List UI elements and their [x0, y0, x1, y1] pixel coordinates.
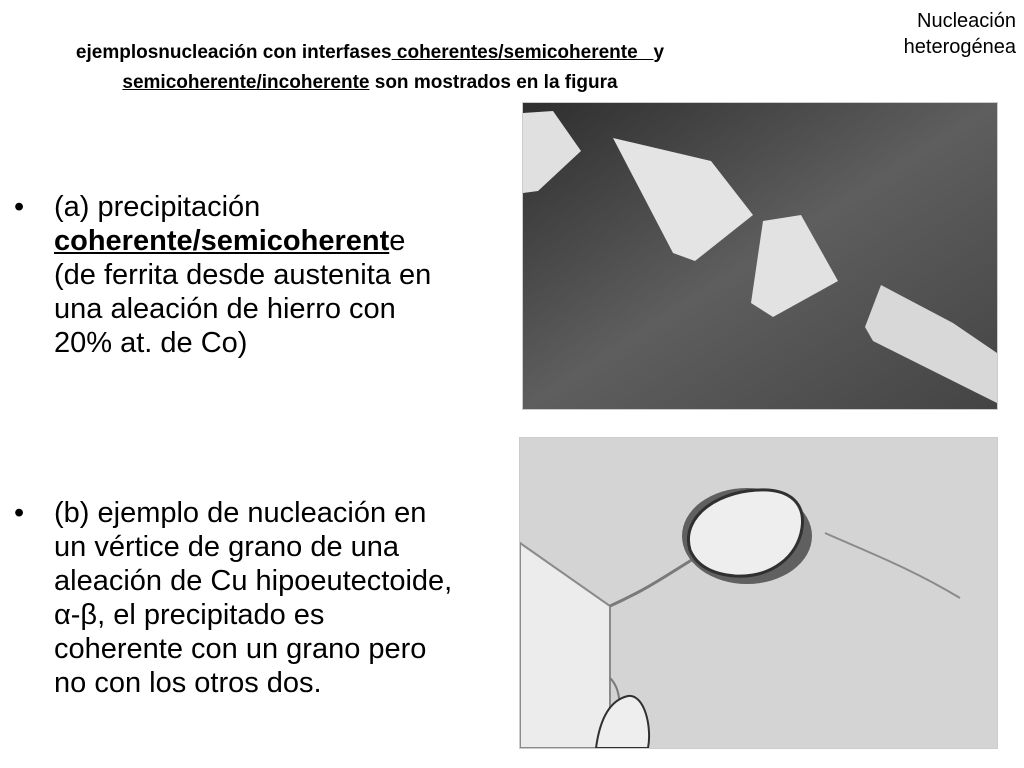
micrograph-a-image	[523, 103, 997, 409]
bullet-a	[14, 190, 454, 360]
bullet-b	[14, 496, 454, 700]
header-line1	[10, 38, 730, 68]
bullet-b-text: (b) ejemplo de nucleación en un vértice de grano de una aleación de Cu hipoeutectoide, α-β, el precipitado es coherente con un grano pero no con los otros dos.	[54, 497, 453, 699]
bullet-a-pre: (a) precipitación	[54, 191, 261, 223]
slide-header	[10, 38, 730, 98]
header-line2-underlined: semicoherente/incoherente	[122, 72, 370, 93]
corner-title-line1: Nucleación	[917, 10, 1016, 32]
bullet-a-emphasis: coherente/semicoherent	[54, 225, 390, 257]
corner-title-line2: heterogénea	[903, 36, 1016, 58]
bullet-a-post: e (de ferrita desde austenita en una aleación de hierro con 20% at. de Co)	[54, 225, 432, 359]
micrograph-a	[522, 102, 998, 410]
corner-title	[866, 8, 1016, 60]
bullet-a-text	[54, 190, 454, 360]
bullet-marker: •	[14, 497, 25, 529]
micrograph-b-image	[520, 438, 997, 748]
header-line1-end: y	[653, 42, 665, 63]
header-line2-text: son mostrados en la figura	[369, 72, 618, 93]
header-line2	[10, 68, 730, 98]
header-line1-text: ejemplosnucleación con interfases	[75, 42, 392, 63]
micrograph-b	[519, 437, 998, 749]
bullet-marker: •	[14, 191, 25, 223]
header-line1-underlined: coherentes/semicoherente	[391, 42, 654, 63]
